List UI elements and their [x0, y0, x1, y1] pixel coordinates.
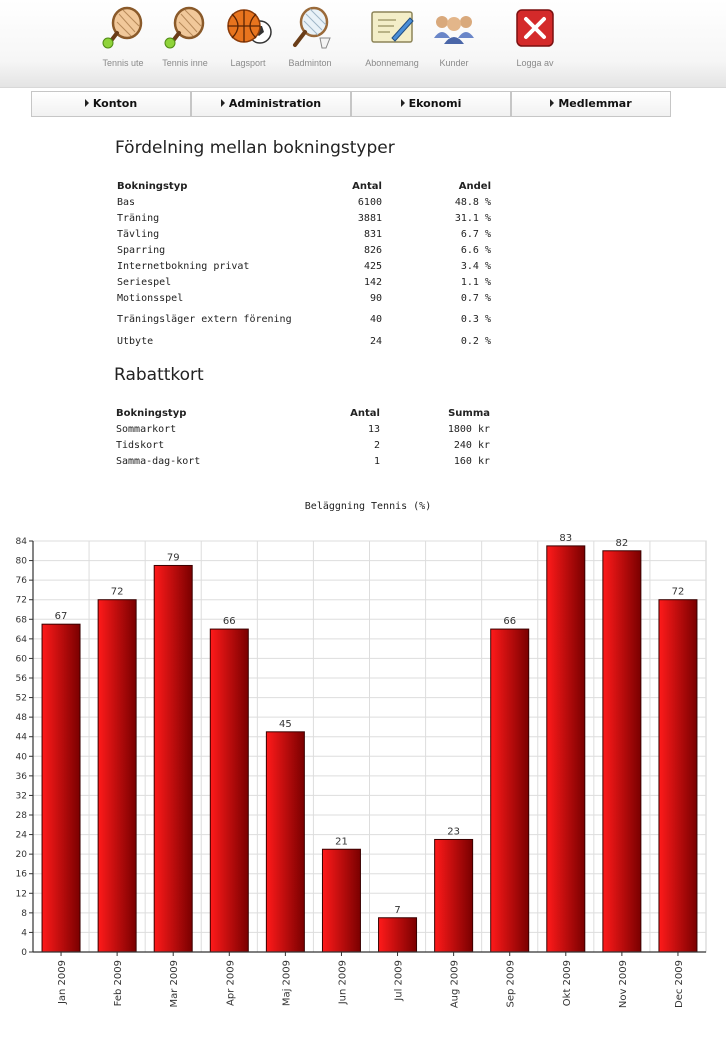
y-tick-label: 32: [15, 791, 27, 802]
menu-ekonomi[interactable]: [351, 91, 511, 117]
menu-konton[interactable]: [31, 91, 191, 117]
cell-type: Tidskort: [116, 439, 165, 451]
kunder-label: Kunder: [439, 58, 469, 68]
bar: [322, 849, 360, 952]
table-row: [116, 437, 490, 453]
cell-count: 826: [363, 244, 382, 256]
data-label: 82: [615, 537, 629, 549]
cell-type: Sparring: [117, 244, 166, 256]
column-header-count: Antal: [352, 180, 382, 192]
top-toolbar: [0, 0, 726, 88]
tennis-ute-label: Tennis ute: [102, 58, 144, 68]
y-tick-label: 48: [15, 713, 27, 724]
data-label: 45: [279, 718, 292, 730]
tennis-inne-label: Tennis inne: [162, 58, 208, 68]
x-tick-label: Apr 2009: [225, 960, 237, 1006]
cell-type: Tävling: [117, 228, 160, 240]
table-header-row: [116, 405, 490, 421]
data-label: 66: [222, 616, 236, 628]
badminton-button[interactable]: [278, 4, 342, 68]
cell-share: 0.3 %: [460, 314, 491, 325]
data-label: 67: [54, 611, 68, 623]
menu-medlemmar-label: Medlemmar: [558, 97, 632, 110]
cell-share: 31.1 %: [454, 212, 491, 224]
balls-icon: [224, 4, 272, 52]
cell-count: 425: [363, 260, 382, 272]
data-label: 66: [503, 616, 517, 628]
bar: [154, 565, 192, 952]
bar: [210, 629, 248, 952]
column-header-sum: Summa: [448, 407, 490, 419]
y-tick-label: 68: [15, 615, 27, 626]
cell-type: Samma-dag-kort: [116, 455, 201, 467]
x-tick-label: Jul 2009: [393, 960, 405, 1001]
data-label: 72: [110, 586, 124, 598]
cell-count: 1: [373, 455, 380, 467]
cell-count: 831: [363, 228, 382, 240]
cell-type: Bas: [117, 196, 136, 208]
bar: [379, 918, 417, 952]
x-tick-label: Nov 2009: [617, 960, 629, 1009]
cell-count: 142: [363, 276, 382, 288]
table-row: [117, 290, 491, 306]
badminton-racket-icon: [286, 4, 334, 52]
y-tick-label: 36: [15, 771, 27, 782]
table-row: [117, 210, 491, 226]
cell-count: 40: [369, 314, 382, 325]
cell-type: Sommarkort: [116, 423, 177, 435]
x-tick-label: Dec 2009: [673, 960, 685, 1008]
column-header-count: Antal: [350, 407, 380, 419]
bar: [435, 839, 473, 952]
cell-share: 6.7 %: [460, 228, 491, 240]
cell-type: Utbyte: [117, 335, 154, 347]
cell-share: 3.4 %: [460, 260, 491, 272]
abonnemang-button[interactable]: [360, 4, 424, 68]
discount-title: Rabattkort: [114, 365, 204, 385]
cell-sum: 240 kr: [453, 439, 490, 451]
y-tick-label: 24: [15, 830, 27, 841]
main-menu: [31, 91, 671, 117]
cell-count: 24: [369, 335, 382, 347]
cell-share: 0.2 %: [460, 335, 491, 347]
x-tick-label: Feb 2009: [113, 960, 125, 1007]
lagsport-label: Lagsport: [230, 58, 266, 68]
document-pen-icon: [368, 4, 416, 52]
column-header-type: Bokningstyp: [117, 180, 188, 192]
logga-av-button[interactable]: [503, 4, 567, 68]
cell-share: 1.1 %: [460, 276, 491, 288]
table-row: [117, 258, 491, 274]
distribution-title: Fördelning mellan bokningstyper: [115, 138, 395, 158]
bar: [547, 546, 585, 952]
y-tick-label: 44: [15, 732, 27, 743]
y-tick-label: 28: [15, 811, 27, 821]
y-tick-label: 60: [15, 654, 27, 665]
menu-administration-label: Administration: [228, 97, 322, 110]
menu-medlemmar[interactable]: [511, 91, 671, 117]
logga-av-label: Logga av: [516, 58, 554, 68]
triangle-right-icon: [85, 99, 89, 107]
table-row: [116, 453, 490, 469]
cell-share: 0.7 %: [460, 292, 491, 304]
tennis-inne-button[interactable]: [153, 4, 217, 68]
x-tick-label: Okt 2009: [561, 960, 573, 1007]
cell-count: 6100: [357, 196, 382, 208]
close-icon: [511, 4, 559, 52]
bar: [266, 732, 304, 952]
x-tick-label: Jun 2009: [337, 960, 349, 1005]
y-tick-label: 56: [15, 674, 27, 684]
y-tick-label: 8: [21, 908, 27, 919]
triangle-right-icon: [401, 99, 405, 107]
table-row: [116, 421, 490, 437]
menu-konton-label: Konton: [92, 97, 138, 110]
cell-type: Träningsläger extern förening: [117, 314, 292, 325]
x-tick-label: Mar 2009: [169, 960, 181, 1008]
table-row: [117, 306, 491, 333]
x-tick-label: Sep 2009: [505, 960, 517, 1008]
people-icon: [430, 4, 478, 52]
cell-type: Träning: [117, 212, 160, 224]
menu-administration[interactable]: [191, 91, 351, 117]
y-tick-label: 52: [15, 693, 27, 704]
cell-share: 6.6 %: [460, 244, 491, 256]
kunder-button[interactable]: [422, 4, 486, 68]
table-header-row: [117, 178, 491, 194]
data-label: 21: [335, 836, 348, 848]
data-label: 72: [671, 586, 685, 598]
cell-sum: 1800 kr: [447, 423, 490, 435]
cell-type: Seriespel: [117, 276, 172, 288]
y-tick-label: 12: [15, 889, 27, 900]
cell-type: Motionsspel: [117, 292, 184, 304]
bar: [98, 600, 136, 952]
x-tick-label: Aug 2009: [449, 960, 461, 1009]
chart-title: Beläggning Tennis (%): [304, 501, 432, 512]
table-row: [117, 226, 491, 242]
y-tick-label: 76: [15, 576, 27, 587]
y-tick-label: 72: [15, 595, 27, 606]
triangle-right-icon: [221, 99, 225, 107]
bar: [603, 551, 641, 952]
table-row: [117, 242, 491, 258]
menu-ekonomi-label: Ekonomi: [408, 97, 462, 110]
bar: [491, 629, 529, 952]
x-tick-label: Maj 2009: [281, 960, 293, 1007]
y-tick-label: 20: [15, 850, 27, 861]
y-tick-label: 4: [21, 928, 27, 939]
y-tick-label: 0: [21, 948, 27, 958]
distribution-table: [117, 178, 491, 349]
data-label: 23: [447, 826, 460, 838]
data-label: 83: [559, 532, 573, 544]
cell-count: 13: [367, 423, 380, 435]
bar: [659, 600, 697, 952]
cell-type: Internetbokning privat: [117, 260, 250, 272]
cell-share: 48.8 %: [454, 196, 491, 208]
cell-count: 2: [373, 439, 380, 451]
tennis-ute-button[interactable]: [91, 4, 155, 68]
cell-count: 90: [369, 292, 382, 304]
data-label: 79: [166, 552, 180, 564]
x-tick-label: Jan 2009: [57, 960, 69, 1005]
cell-sum: 160 kr: [453, 455, 490, 467]
y-tick-label: 64: [15, 634, 27, 645]
bar: [42, 624, 80, 952]
tennis-racket-icon: [99, 4, 147, 52]
table-row: [117, 194, 491, 210]
column-header-share: Andel: [458, 180, 491, 192]
column-header-type: Bokningstyp: [116, 407, 187, 419]
cell-count: 3881: [357, 212, 382, 224]
abonnemang-label: Abonnemang: [365, 58, 419, 68]
occupancy-chart: [0, 490, 726, 1030]
y-tick-label: 80: [15, 556, 27, 567]
data-label: 7: [394, 904, 401, 916]
table-row: [117, 333, 491, 349]
y-tick-label: 16: [15, 869, 27, 880]
discount-table: [116, 405, 490, 469]
triangle-right-icon: [550, 99, 554, 107]
tennis-racket-icon: [161, 4, 209, 52]
y-tick-label: 84: [15, 537, 27, 547]
table-row: [117, 274, 491, 290]
badminton-label: Badminton: [288, 58, 332, 68]
lagsport-button[interactable]: [216, 4, 280, 68]
y-tick-label: 40: [15, 752, 27, 763]
